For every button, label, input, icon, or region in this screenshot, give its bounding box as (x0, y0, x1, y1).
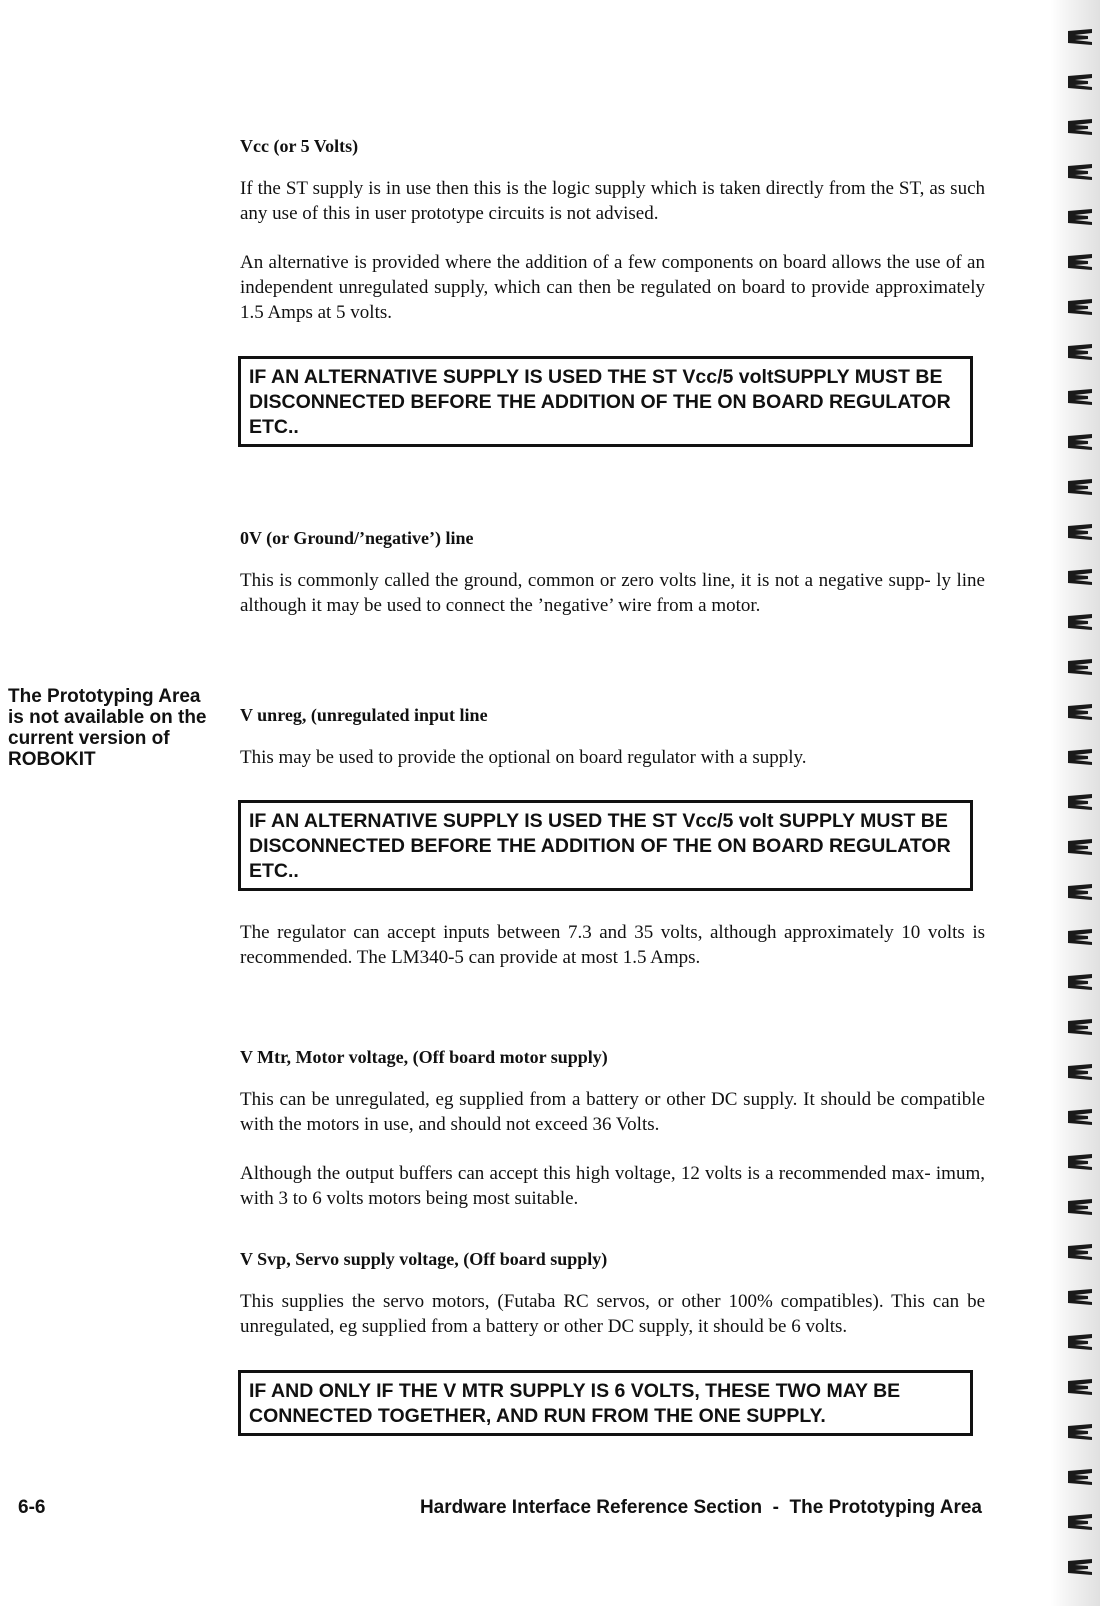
section-heading: V unreg, (unregulated input line (240, 705, 488, 725)
binding-ring-icon (1066, 568, 1094, 586)
binding-ring-icon (1066, 118, 1094, 136)
paragraph: The regulator can accept inputs between 7.3 and 35 volts, although approximately 10 volts is recommended. The LM340-5 can provide at most 1.5 Amps. (240, 922, 985, 968)
binding-ring-icon (1066, 73, 1094, 91)
binding-ring-icon (1066, 28, 1094, 46)
binding-ring-icon (1066, 1243, 1094, 1261)
binding-ring-icon (1066, 973, 1094, 991)
binding-ring-icon (1066, 1513, 1094, 1531)
paragraph: An alternative is provided where the addition of a few components on board allows the use of an independent unregulated supply, which can then be regulated on board to provide approximately 1.5 Amps at 5 volts. (240, 252, 985, 323)
section-vcc (240, 134, 985, 325)
binding-ring-icon (1066, 883, 1094, 901)
paragraph: This supplies the servo motors, (Futaba RC servos, or other 100% compatibles). This can be unregulated, eg supplied from a battery or other DC supply, it should be 6 volts. (240, 1291, 985, 1337)
binding-ring-icon (1066, 658, 1094, 676)
footer-title: Hardware Interface Reference Section - The Prototyping Area (419, 1497, 982, 1518)
binding-ring-icon (1066, 748, 1094, 766)
warning-box: IF AN ALTERNATIVE SUPPLY IS USED THE ST Vcc/5 volt SUPPLY MUST BE DISCONNECTED BEFORE THE ADDITION OF THE ON BOARD REGULATOR ETC.. (238, 800, 973, 891)
page-number: 6-6 (18, 1497, 46, 1518)
binding-ring-icon (1066, 478, 1094, 496)
binding-ring-icon (1066, 298, 1094, 316)
binding-ring-icon (1066, 1558, 1094, 1576)
binding-ring-icon (1066, 1198, 1094, 1216)
paragraph: This may be used to provide the optional on board regulator with a supply. (240, 747, 807, 768)
section-ground (240, 526, 985, 618)
binding-ring-icon (1066, 433, 1094, 451)
binding-ring-icon (1066, 388, 1094, 406)
section-heading: V Svp, Servo supply voltage, (Off board supply) (240, 1249, 608, 1269)
section-vsvp (240, 1247, 985, 1339)
section-heading: V Mtr, Motor voltage, (Off board motor supply) (240, 1047, 608, 1067)
binding-ring-icon (1066, 1423, 1094, 1441)
binding-ring-icon (1066, 1333, 1094, 1351)
binding-ring-icon (1066, 253, 1094, 271)
binding-ring-icon (1066, 793, 1094, 811)
warning-box: IF AN ALTERNATIVE SUPPLY IS USED THE ST Vcc/5 voltSUPPLY MUST BE DISCONNECTED BEFORE THE ADDITION OF THE ON BOARD REGULATOR ETC.. (238, 356, 973, 447)
paragraph: This is commonly called the ground, common or zero volts line, it is not a negative supp- ly line although it may be used to connect the ’negative’ wire from a motor. (240, 570, 985, 616)
binding-ring-icon (1066, 1468, 1094, 1486)
binding-ring-icon (1066, 1018, 1094, 1036)
binding-ring-icon (1066, 343, 1094, 361)
binding-ring-icon (1066, 523, 1094, 541)
paragraph: If the ST supply is in use then this is the logic supply which is taken directly from the ST, as such any use of this in user prototype circuits is not advised. (240, 178, 985, 224)
section-vunreg-cont (240, 920, 985, 970)
section-vmtr (240, 1045, 985, 1211)
margin-note: The Prototyping Area is not available on the current version of ROBOKIT (8, 686, 207, 770)
section-heading: Vcc (or 5 Volts) (240, 136, 359, 156)
binding-ring-icon (1066, 928, 1094, 946)
section-heading: 0V (or Ground/’negative’) line (240, 528, 474, 548)
binding-ring-icon (1066, 208, 1094, 226)
section-vunreg (240, 703, 985, 770)
binding-ring-icon (1066, 838, 1094, 856)
binding-ring-icon (1066, 1108, 1094, 1126)
paragraph: Although the output buffers can accept this high voltage, 12 volts is a recommended max- imum, with 3 to 6 volts motors being most suitable. (240, 1163, 985, 1209)
paragraph: This can be unregulated, eg supplied from a battery or other DC supply. It should be compatible with the motors in use, and should not exceed 36 Volts. (240, 1089, 985, 1135)
binding-ring-icon (1066, 613, 1094, 631)
binding-ring-icon (1066, 1288, 1094, 1306)
warning-box: IF AND ONLY IF THE V MTR SUPPLY IS 6 VOLTS, THESE TWO MAY BE CONNECTED TOGETHER, AND RUN FROM THE ONE SUPPLY. (238, 1370, 973, 1436)
binding-ring-icon (1066, 163, 1094, 181)
binding-ring-icon (1066, 703, 1094, 721)
spiral-binding (1050, 0, 1100, 1606)
binding-ring-icon (1066, 1153, 1094, 1171)
binding-ring-icon (1066, 1063, 1094, 1081)
binding-ring-icon (1066, 1378, 1094, 1396)
